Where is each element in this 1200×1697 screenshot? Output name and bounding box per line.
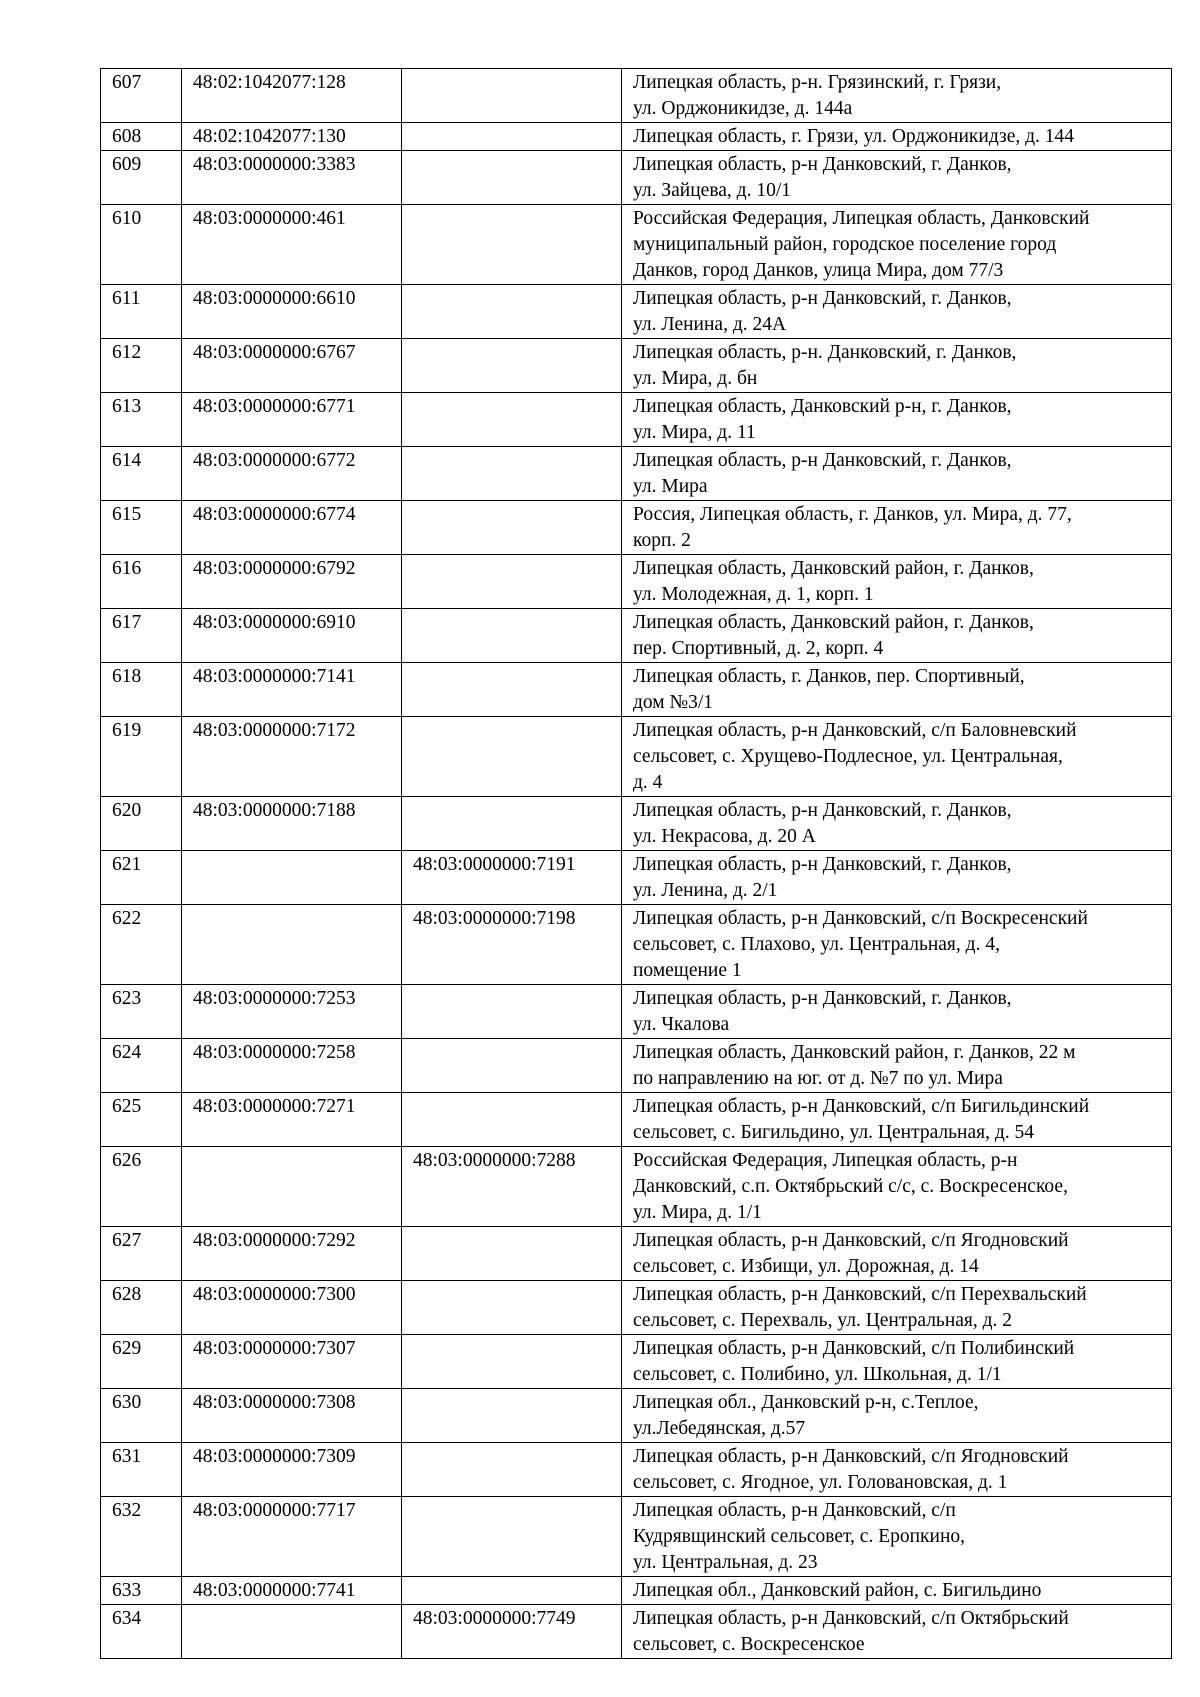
row-number-cell: 611 bbox=[101, 285, 182, 339]
row-number-cell: 630 bbox=[101, 1389, 182, 1443]
address-cell: Липецкая область, р-н Данковский, с/п Баловневский сельсовет, с. Хрущево-Подлесное, ул. Центральная, д. 4 bbox=[622, 717, 1172, 797]
cadastral-number-cell bbox=[182, 851, 402, 905]
row-number-cell: 613 bbox=[101, 393, 182, 447]
cadastral-number-cell: 48:03:0000000:6772 bbox=[182, 447, 402, 501]
address-cell: Российская Федерация, Липецкая область, Данковский муниципальный район, городское поселение город Данков, город Данков, улица Мира, дом 77/3 bbox=[622, 205, 1172, 285]
row-number-cell: 624 bbox=[101, 1039, 182, 1093]
table-row bbox=[101, 1147, 1172, 1227]
secondary-cadastral-number-cell bbox=[402, 717, 622, 797]
secondary-cadastral-number-cell bbox=[402, 609, 622, 663]
address-cell: Липецкая область, Данковский район, г. Данков, 22 м по направлению на юг. от д. №7 по ул. Мира bbox=[622, 1039, 1172, 1093]
table-row bbox=[101, 447, 1172, 501]
table-row bbox=[101, 905, 1172, 985]
table-row bbox=[101, 1605, 1172, 1659]
address-cell: Липецкая область, р-н Данковский, с/п Октябрьский сельсовет, с. Воскресенское bbox=[622, 1605, 1172, 1659]
cadastral-number-cell bbox=[182, 1605, 402, 1659]
table-row bbox=[101, 851, 1172, 905]
secondary-cadastral-number-cell bbox=[402, 1443, 622, 1497]
table-row bbox=[101, 1093, 1172, 1147]
address-cell: Липецкая область, р-н Данковский, г. Данков, ул. Ленина, д. 2/1 bbox=[622, 851, 1172, 905]
table-row bbox=[101, 555, 1172, 609]
address-cell: Липецкая область, г. Грязи, ул. Орджоникидзе, д. 144 bbox=[622, 123, 1172, 151]
secondary-cadastral-number-cell: 48:03:0000000:7198 bbox=[402, 905, 622, 985]
address-cell: Россия, Липецкая область, г. Данков, ул. Мира, д. 77, корп. 2 bbox=[622, 501, 1172, 555]
address-cell: Липецкая обл., Данковский район, с. Бигильдино bbox=[622, 1577, 1172, 1605]
cadastral-number-cell: 48:02:1042077:130 bbox=[182, 123, 402, 151]
secondary-cadastral-number-cell bbox=[402, 663, 622, 717]
cadastral-number-cell: 48:03:0000000:6910 bbox=[182, 609, 402, 663]
address-cell: Липецкая область, р-н. Данковский, г. Данков, ул. Мира, д. бн bbox=[622, 339, 1172, 393]
secondary-cadastral-number-cell bbox=[402, 1577, 622, 1605]
row-number-cell: 632 bbox=[101, 1497, 182, 1577]
registry-table bbox=[100, 68, 1172, 1659]
registry-table-body bbox=[101, 69, 1172, 1659]
table-row bbox=[101, 339, 1172, 393]
table-row bbox=[101, 609, 1172, 663]
address-cell: Липецкая область, г. Данков, пер. Спортивный, дом №3/1 bbox=[622, 663, 1172, 717]
row-number-cell: 617 bbox=[101, 609, 182, 663]
secondary-cadastral-number-cell bbox=[402, 205, 622, 285]
address-cell: Липецкая область, Данковский район, г. Данков, ул. Молодежная, д. 1, корп. 1 bbox=[622, 555, 1172, 609]
cadastral-number-cell: 48:03:0000000:6774 bbox=[182, 501, 402, 555]
row-number-cell: 615 bbox=[101, 501, 182, 555]
address-cell: Липецкая область, р-н Данковский, с/п Кудрявщинский сельсовет, с. Еропкино, ул. Центральная, д. 23 bbox=[622, 1497, 1172, 1577]
cadastral-number-cell: 48:03:0000000:7172 bbox=[182, 717, 402, 797]
row-number-cell: 622 bbox=[101, 905, 182, 985]
cadastral-number-cell: 48:03:0000000:7300 bbox=[182, 1281, 402, 1335]
secondary-cadastral-number-cell bbox=[402, 285, 622, 339]
secondary-cadastral-number-cell bbox=[402, 151, 622, 205]
row-number-cell: 612 bbox=[101, 339, 182, 393]
cadastral-number-cell: 48:03:0000000:7308 bbox=[182, 1389, 402, 1443]
address-cell: Липецкая область, р-н Данковский, с/п Бигильдинский сельсовет, с. Бигильдино, ул. Центральная, д. 54 bbox=[622, 1093, 1172, 1147]
table-row bbox=[101, 393, 1172, 447]
secondary-cadastral-number-cell bbox=[402, 123, 622, 151]
table-row bbox=[101, 1389, 1172, 1443]
table-row bbox=[101, 1497, 1172, 1577]
table-row bbox=[101, 285, 1172, 339]
table-row bbox=[101, 1281, 1172, 1335]
cadastral-number-cell: 48:03:0000000:7309 bbox=[182, 1443, 402, 1497]
secondary-cadastral-number-cell bbox=[402, 555, 622, 609]
secondary-cadastral-number-cell: 48:03:0000000:7749 bbox=[402, 1605, 622, 1659]
address-cell: Липецкая область, р-н Данковский, с/п Воскресенский сельсовет, с. Плахово, ул. Центральная, д. 4, помещение 1 bbox=[622, 905, 1172, 985]
cadastral-number-cell: 48:03:0000000:7258 bbox=[182, 1039, 402, 1093]
row-number-cell: 616 bbox=[101, 555, 182, 609]
table-row bbox=[101, 1039, 1172, 1093]
row-number-cell: 618 bbox=[101, 663, 182, 717]
address-cell: Липецкая область, р-н Данковский, г. Данков, ул. Мира bbox=[622, 447, 1172, 501]
row-number-cell: 620 bbox=[101, 797, 182, 851]
row-number-cell: 629 bbox=[101, 1335, 182, 1389]
address-cell: Липецкая область, р-н. Грязинский, г. Грязи, ул. Орджоникидзе, д. 144а bbox=[622, 69, 1172, 123]
cadastral-number-cell bbox=[182, 905, 402, 985]
cadastral-number-cell: 48:03:0000000:7188 bbox=[182, 797, 402, 851]
secondary-cadastral-number-cell bbox=[402, 1281, 622, 1335]
table-row bbox=[101, 1335, 1172, 1389]
secondary-cadastral-number-cell bbox=[402, 501, 622, 555]
secondary-cadastral-number-cell bbox=[402, 447, 622, 501]
cadastral-number-cell: 48:03:0000000:6792 bbox=[182, 555, 402, 609]
row-number-cell: 627 bbox=[101, 1227, 182, 1281]
address-cell: Липецкая область, р-н Данковский, г. Данков, ул. Чкалова bbox=[622, 985, 1172, 1039]
cadastral-number-cell: 48:03:0000000:7271 bbox=[182, 1093, 402, 1147]
table-row bbox=[101, 205, 1172, 285]
row-number-cell: 607 bbox=[101, 69, 182, 123]
secondary-cadastral-number-cell bbox=[402, 985, 622, 1039]
row-number-cell: 619 bbox=[101, 717, 182, 797]
row-number-cell: 631 bbox=[101, 1443, 182, 1497]
cadastral-number-cell: 48:03:0000000:7141 bbox=[182, 663, 402, 717]
address-cell: Липецкая область, р-н Данковский, г. Данков, ул. Зайцева, д. 10/1 bbox=[622, 151, 1172, 205]
cadastral-number-cell: 48:03:0000000:461 bbox=[182, 205, 402, 285]
address-cell: Липецкая область, р-н Данковский, с/п Ягодновский сельсовет, с. Ягодное, ул. Головановская, д. 1 bbox=[622, 1443, 1172, 1497]
table-row bbox=[101, 717, 1172, 797]
row-number-cell: 634 bbox=[101, 1605, 182, 1659]
row-number-cell: 610 bbox=[101, 205, 182, 285]
secondary-cadastral-number-cell bbox=[402, 1227, 622, 1281]
secondary-cadastral-number-cell bbox=[402, 1039, 622, 1093]
table-row bbox=[101, 69, 1172, 123]
secondary-cadastral-number-cell bbox=[402, 393, 622, 447]
row-number-cell: 614 bbox=[101, 447, 182, 501]
row-number-cell: 621 bbox=[101, 851, 182, 905]
cadastral-number-cell: 48:03:0000000:7717 bbox=[182, 1497, 402, 1577]
table-row bbox=[101, 797, 1172, 851]
address-cell: Липецкая область, Данковский район, г. Данков, пер. Спортивный, д. 2, корп. 4 bbox=[622, 609, 1172, 663]
table-row bbox=[101, 501, 1172, 555]
table-row bbox=[101, 1227, 1172, 1281]
secondary-cadastral-number-cell bbox=[402, 1335, 622, 1389]
address-cell: Липецкая область, р-н Данковский, с/п Перехвальский сельсовет, с. Перехваль, ул. Центральная, д. 2 bbox=[622, 1281, 1172, 1335]
cadastral-number-cell: 48:03:0000000:6610 bbox=[182, 285, 402, 339]
address-cell: Липецкая область, р-н Данковский, г. Данков, ул. Ленина, д. 24А bbox=[622, 285, 1172, 339]
address-cell: Липецкая область, Данковский р-н, г. Данков, ул. Мира, д. 11 bbox=[622, 393, 1172, 447]
cadastral-number-cell: 48:03:0000000:6767 bbox=[182, 339, 402, 393]
secondary-cadastral-number-cell: 48:03:0000000:7288 bbox=[402, 1147, 622, 1227]
address-cell: Липецкая область, р-н Данковский, г. Данков, ул. Некрасова, д. 20 А bbox=[622, 797, 1172, 851]
row-number-cell: 608 bbox=[101, 123, 182, 151]
secondary-cadastral-number-cell bbox=[402, 1497, 622, 1577]
table-row bbox=[101, 1577, 1172, 1605]
row-number-cell: 623 bbox=[101, 985, 182, 1039]
row-number-cell: 625 bbox=[101, 1093, 182, 1147]
address-cell: Липецкая область, р-н Данковский, с/п Ягодновский сельсовет, с. Избищи, ул. Дорожная, д. 14 bbox=[622, 1227, 1172, 1281]
row-number-cell: 626 bbox=[101, 1147, 182, 1227]
row-number-cell: 628 bbox=[101, 1281, 182, 1335]
secondary-cadastral-number-cell bbox=[402, 339, 622, 393]
address-cell: Липецкая область, р-н Данковский, с/п Полибинский сельсовет, с. Полибино, ул. Школьная, д. 1/1 bbox=[622, 1335, 1172, 1389]
cadastral-number-cell: 48:03:0000000:6771 bbox=[182, 393, 402, 447]
cadastral-number-cell: 48:03:0000000:7307 bbox=[182, 1335, 402, 1389]
secondary-cadastral-number-cell bbox=[402, 69, 622, 123]
secondary-cadastral-number-cell: 48:03:0000000:7191 bbox=[402, 851, 622, 905]
cadastral-number-cell: 48:03:0000000:3383 bbox=[182, 151, 402, 205]
table-row bbox=[101, 151, 1172, 205]
secondary-cadastral-number-cell bbox=[402, 1389, 622, 1443]
table-row bbox=[101, 663, 1172, 717]
table-row bbox=[101, 985, 1172, 1039]
address-cell: Липецкая обл., Данковский р-н, с.Теплое, ул.Лебедянская, д.57 bbox=[622, 1389, 1172, 1443]
table-row bbox=[101, 1443, 1172, 1497]
row-number-cell: 609 bbox=[101, 151, 182, 205]
cadastral-number-cell bbox=[182, 1147, 402, 1227]
cadastral-number-cell: 48:03:0000000:7253 bbox=[182, 985, 402, 1039]
cadastral-number-cell: 48:03:0000000:7292 bbox=[182, 1227, 402, 1281]
cadastral-number-cell: 48:02:1042077:128 bbox=[182, 69, 402, 123]
row-number-cell: 633 bbox=[101, 1577, 182, 1605]
secondary-cadastral-number-cell bbox=[402, 797, 622, 851]
secondary-cadastral-number-cell bbox=[402, 1093, 622, 1147]
table-row bbox=[101, 123, 1172, 151]
cadastral-number-cell: 48:03:0000000:7741 bbox=[182, 1577, 402, 1605]
address-cell: Российская Федерация, Липецкая область, р-н Данковский, с.п. Октябрьский с/с, с. Воскресенское, ул. Мира, д. 1/1 bbox=[622, 1147, 1172, 1227]
